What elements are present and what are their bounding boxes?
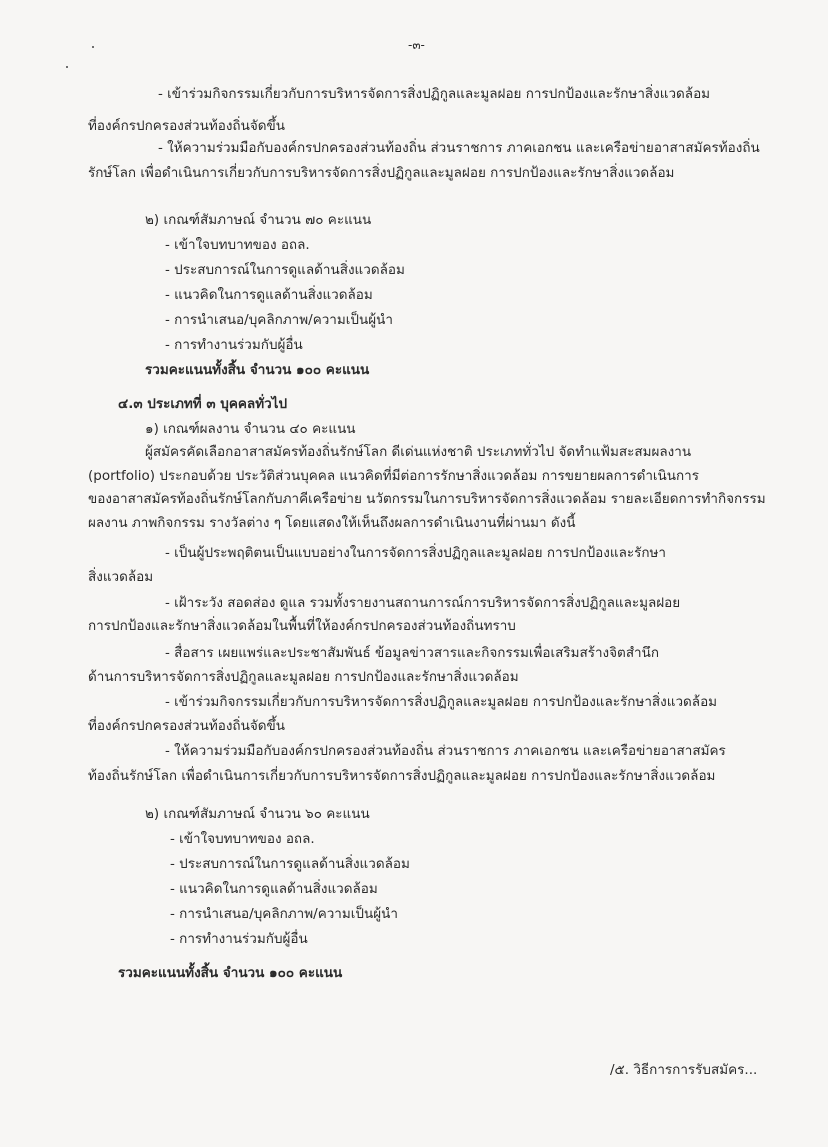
bullet-line: การปกป้องและรักษาสิ่งแวดล้อมในพื้นที่ให้องค์กรปกครองส่วนท้องถิ่นทราบ: [88, 618, 516, 634]
criteria-heading: ๒) เกณฑ์สัมภาษณ์ จำนวน ๗๐ คะแนน: [145, 212, 372, 228]
paragraph-line: ผู้สมัครคัดเลือกอาสาสมัครท้องถิ่นรักษ์โลก ดีเด่นแห่งชาติ ประเภททั่วไป จัดทำแฟ้มสะสมผลงาน: [145, 444, 692, 460]
text-line: - ให้ความร่วมมือกับองค์กรปกครองส่วนท้องถิ่น ส่วนราชการ ภาคเอกชน และเครือข่ายอาสาสมัครท้องถิ่น: [158, 140, 760, 156]
list-item: - การนำเสนอ/บุคลิกภาพ/ความเป็นผู้นำ: [170, 906, 398, 922]
text-line: ที่องค์กรปกครองส่วนท้องถิ่นจัดขึ้น: [88, 118, 285, 134]
bullet-line: ที่องค์กรปกครองส่วนท้องถิ่นจัดขึ้น: [88, 718, 285, 734]
list-item: - การทำงานร่วมกับผู้อื่น: [170, 931, 308, 947]
criteria-heading: ๒) เกณฑ์สัมภาษณ์ จำนวน ๖๐ คะแนน: [145, 806, 370, 822]
bullet-line: ด้านการบริหารจัดการสิ่งปฏิกูลและมูลฝอย การปกป้องและรักษาสิ่งแวดล้อม: [88, 669, 519, 685]
speck-mark: [92, 46, 94, 48]
list-item: - การทำงานร่วมกับผู้อื่น: [165, 337, 303, 353]
section-heading: ๔.๓ ประเภทที่ ๓ บุคคลทั่วไป: [118, 396, 288, 412]
bullet-line: - เป็นผู้ประพฤติตนเป็นแบบอย่างในการจัดการสิ่งปฏิกูลและมูลฝอย การปกป้องและรักษา: [165, 545, 667, 561]
page-number: -๓-: [408, 38, 425, 52]
bullet-line: ท้องถิ่นรักษ์โลก เพื่อดำเนินการเกี่ยวกับการบริหารจัดการสิ่งปฏิกูลและมูลฝอย การปกป้องและรักษาสิ่งแวดล้อม: [88, 768, 716, 784]
bullet-line: - เฝ้าระวัง สอดส่อง ดูแล รวมทั้งรายงานสถานการณ์การบริหารจัดการสิ่งปฏิกูลและมูลฝอย: [165, 595, 681, 611]
list-item: - การนำเสนอ/บุคลิกภาพ/ความเป็นผู้นำ: [165, 312, 393, 328]
criteria-heading: ๑) เกณฑ์ผลงาน จำนวน ๔๐ คะแนน: [145, 421, 356, 437]
bullet-line: - ให้ความร่วมมือกับองค์กรปกครองส่วนท้องถิ่น ส่วนราชการ ภาคเอกชน และเครือข่ายอาสาสมัคร: [165, 743, 726, 759]
paragraph-line: ของอาสาสมัครท้องถิ่นรักษ์โลกกับภาคีเครือข่าย นวัตกรรมในการบริหารจัดการสิ่งแวดล้อม รายละเอียดการทำกิจกรรม: [88, 491, 766, 507]
bullet-line: สิ่งแวดล้อม: [88, 569, 154, 585]
text-line: รักษ์โลก เพื่อดำเนินการเกี่ยวกับการบริหารจัดการสิ่งปฏิกูลและมูลฝอย การปกป้องและรักษาสิ่งแวดล้อม: [88, 165, 675, 181]
list-item: - ประสบการณ์ในการดูแลด้านสิ่งแวดล้อม: [165, 262, 405, 278]
next-page-marker: /๕. วิธีการการรับสมัคร...: [610, 1062, 758, 1078]
list-item: - แนวคิดในการดูแลด้านสิ่งแวดล้อม: [170, 881, 378, 897]
bullet-line: - เข้าร่วมกิจกรรมเกี่ยวกับการบริหารจัดการสิ่งปฏิกูลและมูลฝอย การปกป้องและรักษาสิ่งแวดล้อม: [165, 694, 718, 710]
paragraph-line: (portfolio) ประกอบด้วย ประวัติส่วนบุคคล แนวคิดที่มีต่อการรักษาสิ่งแวดล้อม การขยายผลการดำเนินการ: [88, 468, 699, 484]
total-score: รวมคะแนนทั้งสิ้น จำนวน ๑๐๐ คะแนน: [118, 965, 343, 981]
paragraph-line: ผลงาน ภาพกิจกรรม รางวัลต่าง ๆ โดยแสดงให้เห็นถึงผลการดำเนินงานที่ผ่านมา ดังนี้: [88, 515, 576, 531]
list-item: - แนวคิดในการดูแลด้านสิ่งแวดล้อม: [165, 287, 373, 303]
text-line: - เข้าร่วมกิจกรรมเกี่ยวกับการบริหารจัดการสิ่งปฏิกูลและมูลฝอย การปกป้องและรักษาสิ่งแวดล้อม: [158, 86, 711, 102]
list-item: - เข้าใจบทบาทของ อถล.: [170, 831, 315, 847]
list-item: - เข้าใจบทบาทของ อถล.: [165, 237, 310, 253]
list-item: - ประสบการณ์ในการดูแลด้านสิ่งแวดล้อม: [170, 856, 410, 872]
total-score: รวมคะแนนทั้งสิ้น จำนวน ๑๐๐ คะแนน: [145, 362, 370, 378]
speck-mark: [66, 66, 68, 68]
bullet-line: - สื่อสาร เผยแพร่และประชาสัมพันธ์ ข้อมูลข่าวสารและกิจกรรมเพื่อเสริมสร้างจิตสำนึก: [165, 645, 660, 661]
